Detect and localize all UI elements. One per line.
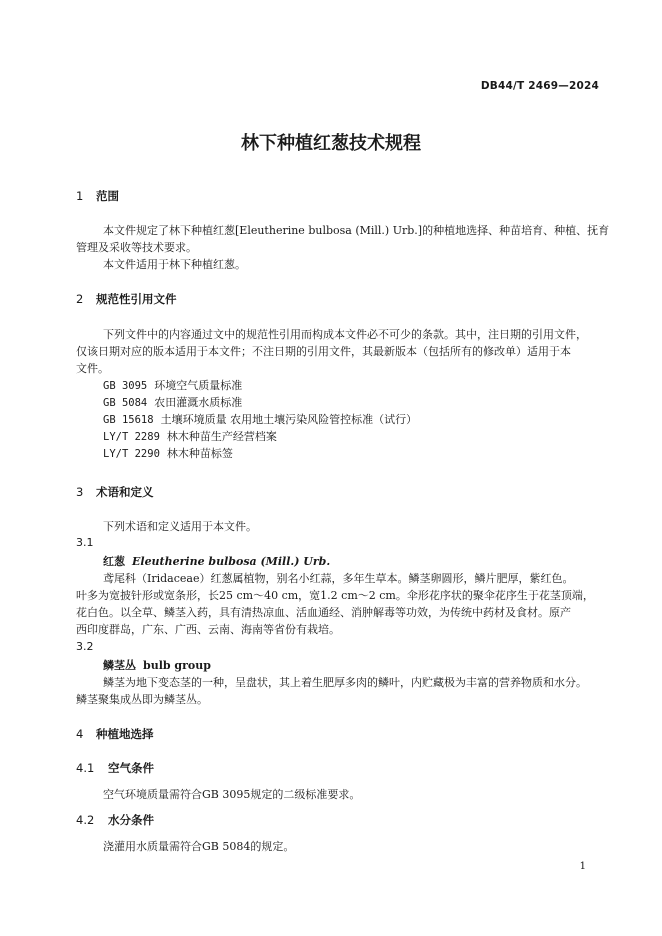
term-name-zh: 红葱 [103,555,125,568]
term-number: 3.1 [76,536,94,549]
section-1-heading [76,188,119,204]
section-title: 种植地选择 [96,727,154,741]
paragraph-line: 下列文件中的内容通过文中的规范性引用而构成本文件必不可少的条款。其中，注日期的引用文件， [103,328,587,341]
section-title: 范围 [96,189,119,203]
reference-code: LY/T 2290 [103,448,160,460]
paragraph-line: 文件。 [76,362,109,375]
subsection-title: 空气条件 [108,761,154,775]
reference-code: GB 3095 [103,380,148,392]
section-4-heading [76,726,154,742]
subsection-number: 4.1 [76,761,95,775]
reference-name: 环境空气质量标准 [154,379,243,392]
term-title [103,657,211,674]
reference-name: 农田灌溉水质标准 [154,396,243,409]
reference-code: LY/T 2289 [103,431,160,443]
reference-code: GB 5084 [103,397,148,409]
section-number: 2 [76,292,84,306]
paragraph-line: 鳞茎聚集成丛即为鳞茎丛。 [76,693,208,706]
section-number: 1 [76,189,84,203]
section-title: 规范性引用文件 [96,292,177,306]
reference-name: 林木种苗生产经营档案 [166,430,277,443]
section-3-heading [76,484,154,500]
paragraph-line: 西印度群岛，广东、广西、云南、海南等省份有栽培。 [76,623,340,636]
reference-item [103,428,277,446]
standard-number: DB44/T 2469—2024 [480,80,599,92]
subsection-title: 水分条件 [108,813,154,827]
paragraph-line: 浇灌用水质量需符合GB 5084的规定。 [103,840,295,853]
subsection-4-1-heading [76,760,154,776]
paragraph-line: 花白色。以全草、鳞茎入药，具有清热凉血、活血通经、消肿解毒等功效，为传统中药材及食材。原产 [76,606,571,619]
term-name-en: bulb group [143,659,211,672]
paragraph-line: 空气环境质量需符合GB 3095规定的二级标准要求。 [103,788,361,801]
paragraph-line: 仅该日期对应的版本适用于本文件；不注日期的引用文件，其最新版本（包括所有的修改单）适用于本 [76,345,571,358]
term-name-en: Eleutherine bulbosa (Mill.) Urb. [132,555,331,568]
paragraph-line: 管理及采收等技术要求。 [76,241,197,254]
page-number: 1 [579,861,586,872]
term-name-zh: 鳞茎丛 [103,659,136,672]
term-number: 3.2 [76,640,94,653]
paragraph-line: 本文件适用于林下种植红葱。 [103,258,246,271]
reference-item [103,445,233,463]
reference-item [103,377,242,395]
section-number: 4 [76,727,84,741]
paragraph-line: 本文件规定了林下种植红葱[Eleutherine bulbosa (Mill.) Urb.]的种植地选择、种苗培育、种植、抚育 [103,224,610,237]
paragraph-line: 鳞茎为地下变态茎的一种，呈盘状，其上着生肥厚多肉的鳞叶，内贮藏极为丰富的营养物质和水分。 [103,676,587,689]
paragraph-line: 鸢尾科（Iridaceae）红葱属植物，别名小红蒜，多年生草本。鳞茎卵圆形，鳞片肥厚，紫红色。 [103,572,574,585]
reference-item [103,394,242,412]
paragraph-line: 叶多为宽披针形或宽条形，长25 cm～40 cm，宽1.2 cm～2 cm。伞形花序状的聚伞花序生于花茎顶端， [76,589,594,602]
reference-name: 林木种苗标签 [166,447,233,460]
reference-code: GB 15618 [103,414,154,426]
section-2-heading [76,291,177,307]
section-number: 3 [76,485,84,499]
document-title: 林下种植红葱技术规程 [241,133,421,154]
reference-name: 土壤环境质量 农用地土壤污染风险管控标准（试行） [160,413,418,426]
section-title: 术语和定义 [96,485,154,499]
term-title [103,553,330,570]
subsection-number: 4.2 [76,813,95,827]
paragraph-line: 下列术语和定义适用于本文件。 [103,520,257,533]
subsection-4-2-heading [76,812,154,828]
reference-item [103,411,417,429]
